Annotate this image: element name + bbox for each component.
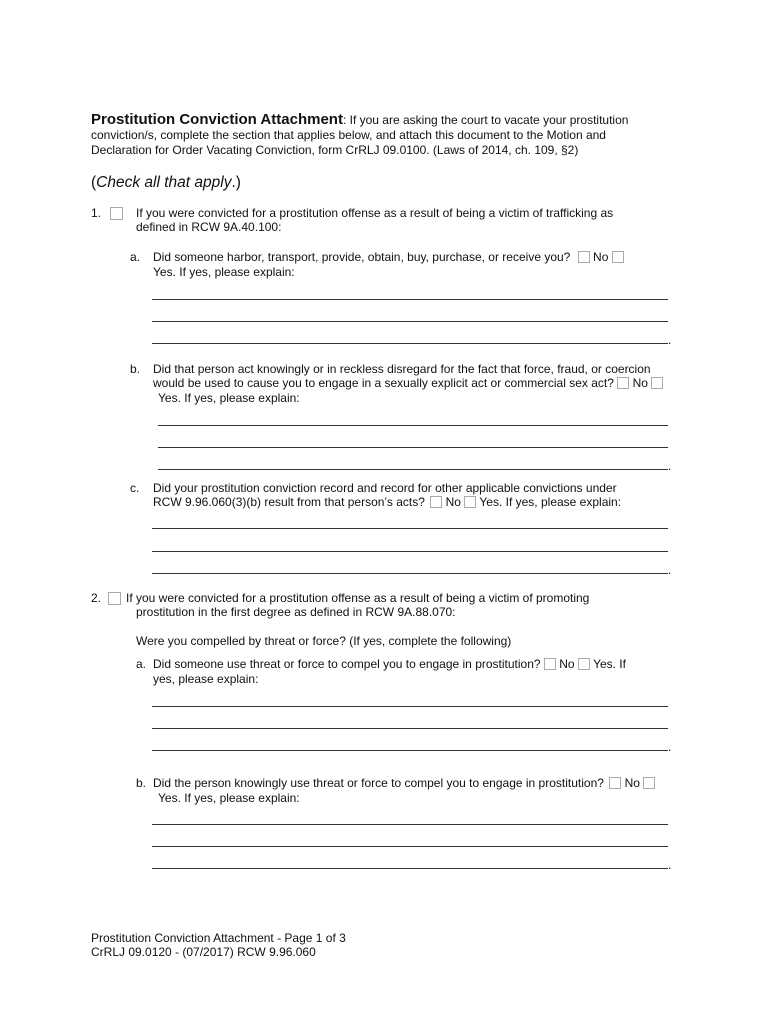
answer-line[interactable]: [158, 447, 668, 448]
answer-line[interactable]: [152, 551, 668, 552]
question-1c-text: [153, 495, 621, 510]
answer-line[interactable]: [152, 528, 668, 529]
section-2-text: If you were convicted for a prostitution offense as a result of being a victim of promoting: [126, 591, 590, 605]
question-1a-yes-text: Yes. If yes, please explain:: [153, 265, 295, 279]
question-2a-yes-checkbox[interactable]: [578, 658, 590, 670]
check-all-instruction: [91, 174, 241, 192]
answer-line[interactable]: [152, 750, 668, 751]
form-title-line: [91, 112, 628, 128]
section-1-number: 1.: [91, 206, 102, 220]
answer-line[interactable]: [152, 706, 668, 707]
question-1b-yes-checkbox[interactable]: [651, 377, 663, 389]
answer-line[interactable]: [158, 469, 668, 470]
intro-text: : If you are asking the court to vacate your prostitution: [342, 113, 629, 127]
question-1b-prompt: would be used to cause you to engage in a sexually explicit act or commercial sex act?: [153, 376, 614, 390]
question-1c-text: Did your prostitution conviction record and record for other applicable convictions under: [153, 481, 617, 495]
question-1c-yes-label: Yes. If yes, please explain:: [479, 495, 622, 509]
question-1c-prompt: RCW 9.96.060(3)(b) result from that person’s acts?: [153, 495, 425, 509]
question-1a-no-checkbox[interactable]: [578, 251, 590, 263]
question-1a-text: [153, 250, 624, 265]
answer-line[interactable]: [152, 824, 668, 825]
question-2a-no-label: No: [559, 657, 575, 671]
question-2b-no-checkbox[interactable]: [609, 777, 621, 789]
form-title: Prostitution Conviction Attachment: [91, 111, 343, 128]
line-end-period: .: [668, 459, 672, 473]
answer-line[interactable]: [152, 343, 668, 344]
question-2b-text: [153, 776, 655, 791]
line-end-period: .: [668, 333, 672, 347]
question-2a-no-checkbox[interactable]: [544, 658, 556, 670]
answer-line[interactable]: [158, 425, 668, 426]
question-1b-text: Did that person act knowingly or in reckless disregard for the fact that force, fraud, or coercion: [153, 362, 651, 376]
question-1b-no-label: No: [632, 376, 648, 390]
intro-text: Declaration for Order Vacating Conviction, form CrRLJ 09.0100. (Laws of 2014, ch. 109, §2): [91, 143, 579, 157]
section-2-number: 2.: [91, 591, 102, 605]
section-1-text: defined in RCW 9A.40.100:: [136, 220, 282, 234]
question-1a-yes-checkbox[interactable]: [612, 251, 624, 263]
footer-page-info: Prostitution Conviction Attachment - Page 1 of 3: [91, 931, 346, 945]
question-2b-prompt: Did the person knowingly use threat or force to compel you to engage in prostitution?: [153, 776, 604, 790]
question-1c-letter: c.: [130, 481, 140, 495]
paren-close: .): [231, 174, 241, 191]
question-2b-yes-text: Yes. If yes, please explain:: [158, 791, 300, 805]
intro-text: conviction/s, complete the section that applies below, and attach this document to the Motion and: [91, 128, 606, 142]
question-2a-text: [153, 657, 626, 672]
paren-open: (: [91, 174, 97, 191]
answer-line[interactable]: [152, 868, 668, 869]
footer-form-code: CrRLJ 09.0120 - (07/2017) RCW 9.96.060: [91, 945, 316, 959]
question-2b-letter: b.: [136, 776, 147, 790]
line-end-period: .: [668, 858, 672, 872]
question-1b-text: [153, 376, 663, 391]
answer-line[interactable]: [152, 321, 668, 322]
question-1b-letter: b.: [130, 362, 141, 376]
check-all-italic: Check all that apply: [96, 174, 232, 191]
question-2b-yes-checkbox[interactable]: [643, 777, 655, 789]
question-2a-explain: yes, please explain:: [153, 672, 259, 686]
section-1-text: If you were convicted for a prostitution offense as a result of being a victim of trafficking as: [136, 206, 614, 220]
answer-line[interactable]: [152, 299, 668, 300]
question-2b-no-label: No: [624, 776, 640, 790]
question-1b-yes-text: Yes. If yes, please explain:: [158, 391, 300, 405]
question-2a-yes-label: Yes. If: [593, 657, 626, 671]
section-1-checkbox[interactable]: [110, 205, 123, 223]
question-1a-letter: a.: [130, 250, 141, 264]
section-2-checkbox[interactable]: [108, 590, 121, 608]
answer-line[interactable]: [152, 846, 668, 847]
question-1a-prompt: Did someone harbor, transport, provide, obtain, buy, purchase, or receive you?: [153, 250, 571, 264]
answer-line[interactable]: [152, 573, 668, 574]
question-1c-no-label: No: [445, 495, 461, 509]
line-end-period: .: [668, 740, 672, 754]
question-1c-no-checkbox[interactable]: [430, 496, 442, 508]
question-1c-yes-checkbox[interactable]: [464, 496, 476, 508]
question-2a-prompt: Did someone use threat or force to compel you to engage in prostitution?: [153, 657, 541, 671]
question-1b-no-checkbox[interactable]: [617, 377, 629, 389]
answer-line[interactable]: [152, 728, 668, 729]
section-2-text: prostitution in the first degree as defined in RCW 9A.88.070:: [136, 605, 456, 619]
question-1a-no-label: No: [593, 250, 609, 264]
question-2a-letter: a.: [136, 657, 147, 671]
compelled-question: Were you compelled by threat or force? (If yes, complete the following): [136, 634, 512, 648]
line-end-period: .: [668, 563, 672, 577]
